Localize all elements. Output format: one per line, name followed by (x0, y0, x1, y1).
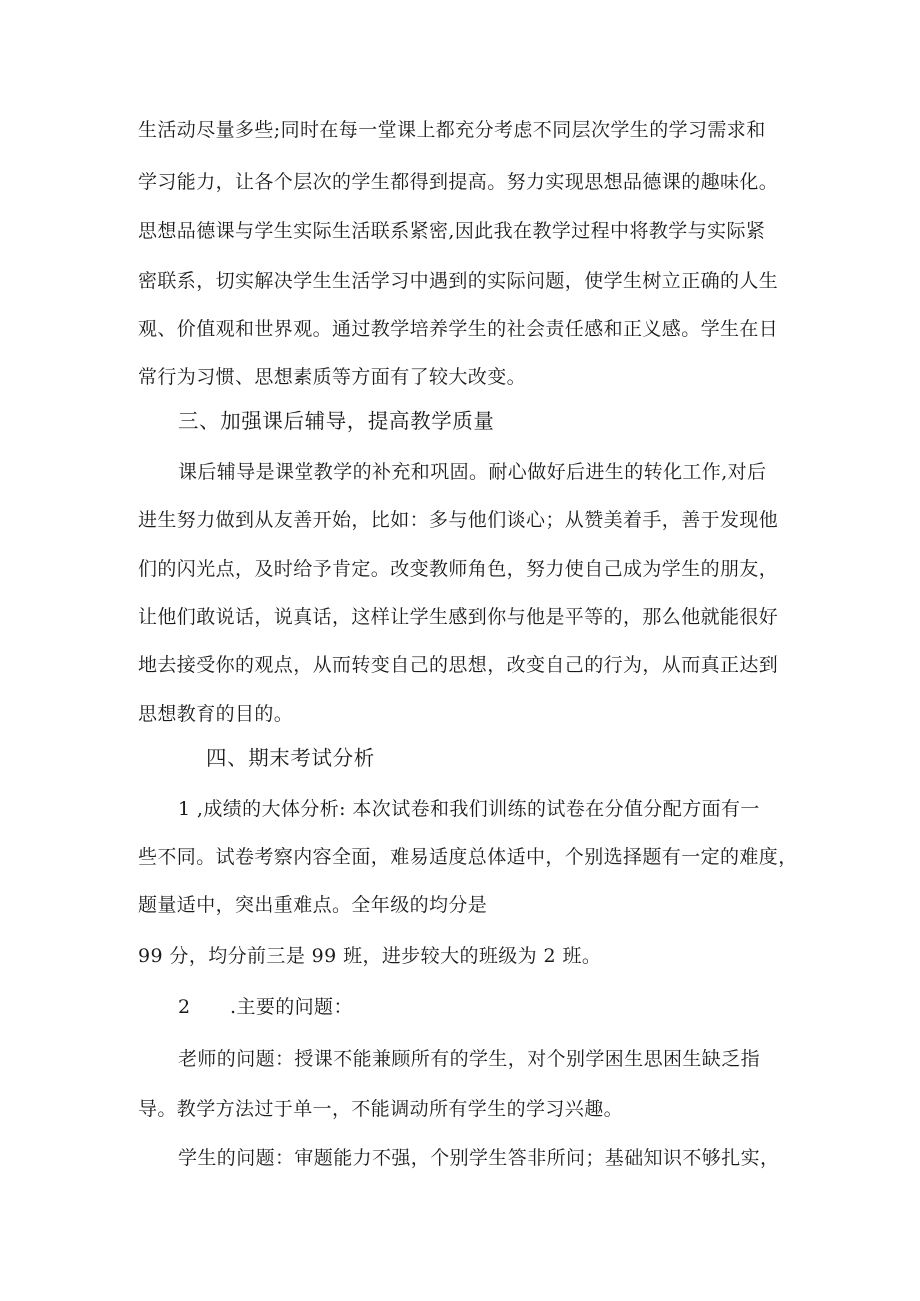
paragraph-line: 学习能力，让各个层次的学生都得到提高。努力实现思想品德课的趣味化。 (138, 171, 779, 193)
paragraph-line: 思想品德课与学生实际生活联系紧密,因此我在教学过程中将教学与实际紧 (138, 220, 766, 242)
paragraph-line: 观、价值观和世界观。通过教学培养学生的社会责任感和正义感。学生在日 (138, 318, 779, 340)
paragraph-line: 课后辅导是课堂教学的补充和巩固。耐心做好后进生的转化工作,对后 (178, 461, 767, 483)
paragraph-line: 密联系，切实解决学生生活学习中遇到的实际问题，使学生树立正确的人生 (138, 270, 779, 292)
paragraph-line: 1 ,成绩的大体分析: 本次试卷和我们训练的试卷在分值分配方面有一 (178, 798, 760, 820)
paragraph-line: 学生的问题：审题能力不强，个别学生答非所问；基础知识不够扎实， (178, 1147, 780, 1169)
paragraph-line: 常行为习惯、思想素质等方面有了较大改变。 (138, 366, 527, 388)
paragraph-line: 题量适中，突出重难点。全年级的均分是 (138, 894, 488, 916)
list-item-heading (178, 994, 353, 1020)
section-heading: 三、加强课后辅导，提高教学质量 (178, 409, 495, 433)
paragraph-line: 99 分，均分前三是 99 班，进步较大的班级为 2 班。 (138, 945, 602, 967)
paragraph-line: 让他们敢说话，说真话，这样让学生感到你与他是平等的，那么他就能很好 (138, 606, 779, 628)
section-heading: 四、期末考试分析 (206, 746, 375, 770)
paragraph-line: 老师的问题：授课不能兼顾所有的学生，对个别学困生思困生缺乏指 (178, 1048, 761, 1070)
paragraph-line: 们的闪光点，及时给予肯定。改变教师角色，努力使自己成为学生的朋友， (138, 558, 779, 580)
paragraph-line: 进生努力做到从友善开始，比如：多与他们谈心；从赞美着手，善于发现他 (138, 509, 779, 531)
paragraph-line: 地去接受你的观点，从而转变自己的思想，改变自己的行为，从而真正达到 (138, 654, 779, 676)
paragraph-line: 生活动尽量多些;同时在每一堂课上都充分考虑不同层次学生的学习需求和 (138, 119, 766, 141)
list-title: .主要的问题： (230, 996, 353, 1018)
paragraph-line: 导。教学方法过于单一，不能调动所有学生的学习兴趣。 (138, 1098, 624, 1120)
paragraph-line: 思想教育的目的。 (138, 703, 294, 725)
paragraph-line: 些不同。试卷考察内容全面，难易适度总体适中，个别选择题有一定的难度， (138, 846, 798, 868)
list-number: 2 (178, 996, 191, 1018)
